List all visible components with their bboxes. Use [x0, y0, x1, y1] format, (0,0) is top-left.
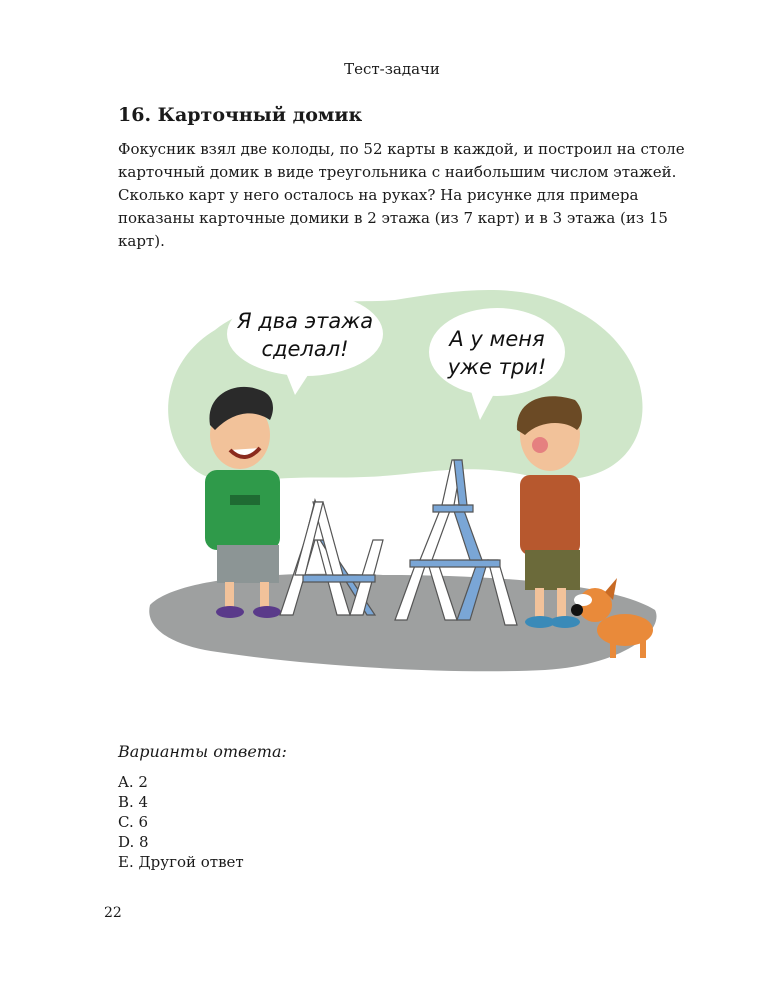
answer-option-c: C. 6: [118, 813, 149, 831]
answer-option-d: D. 8: [118, 833, 149, 851]
problem-text: [118, 138, 698, 253]
answers-list: [118, 772, 244, 872]
problem-paragraph-1: Фокусник взял две колоды, по 52 карты в каждой, и построил на столе карточный домик в виде треугольника с наибольшим числом этажей.: [118, 140, 685, 181]
card-house-illustration: [145, 270, 665, 690]
problem-paragraph-2: Сколько карт у него осталось на руках? На рисунке для примера показаны карточные домики в 2 этажа (из 7 карт) и в 3 этажа (из 15 карт).: [118, 186, 668, 250]
running-head: Тест-задачи: [344, 60, 440, 78]
answer-option-b: B. 4: [118, 793, 149, 811]
bubble-left-line1: Я два этажа: [236, 309, 374, 333]
answers-heading: Варианты ответа:: [118, 742, 287, 761]
answer-option-e: E. Другой ответ: [118, 853, 244, 871]
page-number: 22: [104, 905, 122, 921]
bubble-right-line2: уже три!: [447, 355, 547, 379]
problem-title: 16. Карточный домик: [118, 104, 363, 126]
bubble-left-line2: сделал!: [261, 337, 349, 361]
answer-option-a: A. 2: [118, 773, 148, 791]
bubble-right-line1: А у меня: [449, 327, 545, 351]
